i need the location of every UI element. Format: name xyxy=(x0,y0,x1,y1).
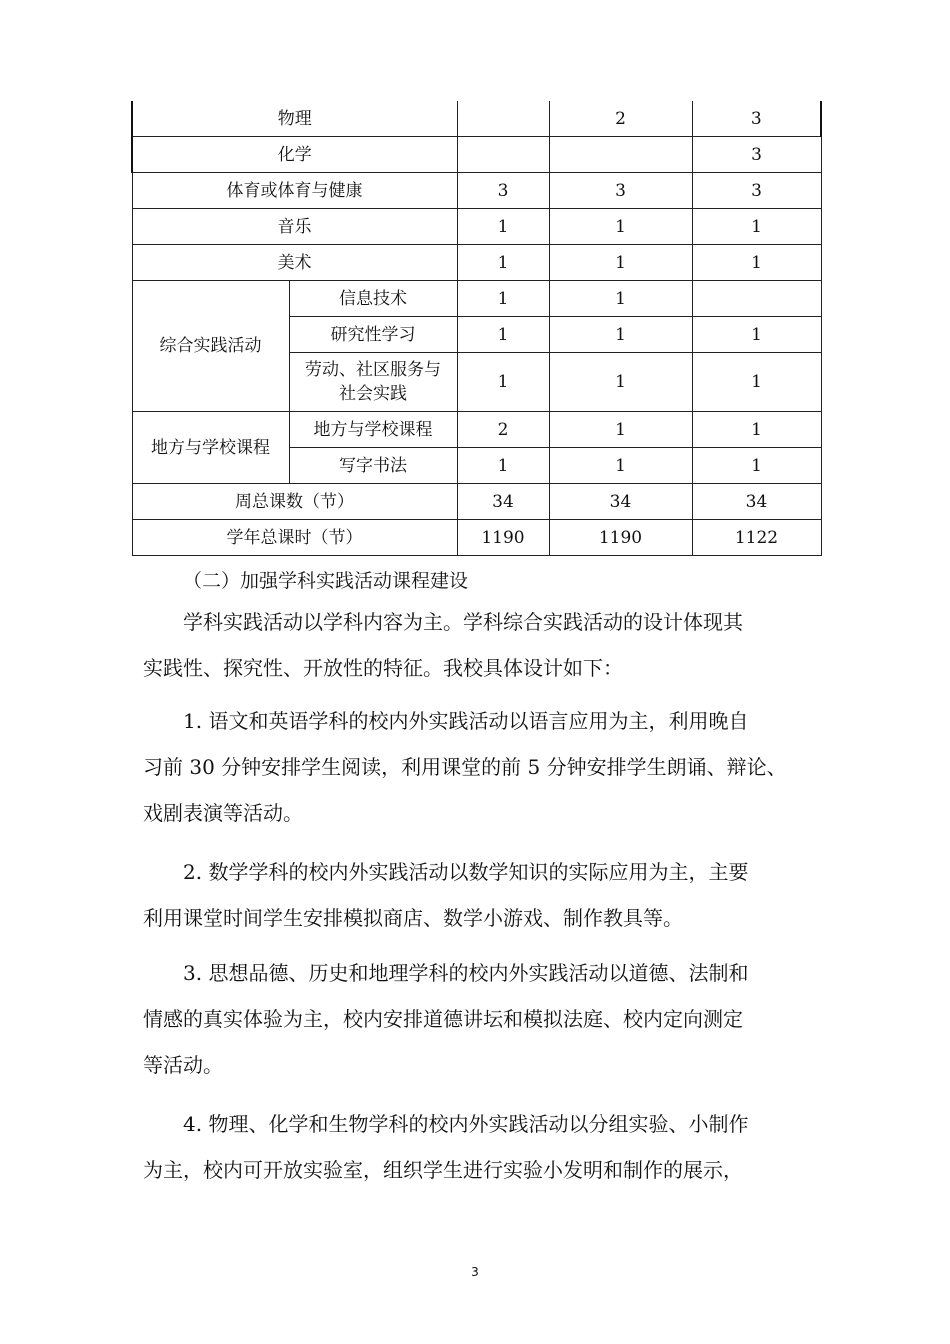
subject-cell: 写字书法 xyxy=(289,448,457,484)
grade9-cell: 3 xyxy=(692,173,821,209)
grade8-cell: 1 xyxy=(549,245,692,281)
subject-cell xyxy=(289,353,457,412)
paragraph-line: 实践性、探究性、开放性的特征。我校具体设计如下： xyxy=(143,656,623,680)
paragraph xyxy=(143,1101,833,1193)
grade9-cell xyxy=(692,281,821,317)
paragraph-line: 3. 思想品德、历史和地理学科的校内外实践活动以道德、法制和 xyxy=(183,961,749,985)
grade8-cell: 1190 xyxy=(549,520,692,556)
grade8-cell: 3 xyxy=(549,173,692,209)
subject-cell: 研究性学习 xyxy=(289,317,457,353)
table-row xyxy=(132,412,821,448)
paragraph-line: 戏剧表演等活动。 xyxy=(143,801,303,825)
subject-cell: 信息技术 xyxy=(289,281,457,317)
grade9-cell: 1 xyxy=(692,317,821,353)
grade7-cell: 1190 xyxy=(457,520,549,556)
grade7-cell: 1 xyxy=(457,448,549,484)
grade8-cell: 1 xyxy=(549,412,692,448)
paragraph-line: 学科实践活动以学科内容为主。学科综合实践活动的设计体现其 xyxy=(183,610,743,634)
paragraph-line: 习前 30 分钟安排学生阅读，利用课堂的前 5 分钟安排学生朗诵、辩论、 xyxy=(143,755,787,779)
grade8-cell: 2 xyxy=(549,101,692,137)
grade9-cell: 1 xyxy=(692,209,821,245)
subject-cell: 体育或体育与健康 xyxy=(132,173,457,209)
table-row xyxy=(132,173,821,209)
table-row xyxy=(132,245,821,281)
grade7-cell: 1 xyxy=(457,281,549,317)
table-row xyxy=(132,484,821,520)
total-label-cell: 学年总课时（节） xyxy=(132,520,457,556)
paragraph xyxy=(143,950,833,1088)
grade9-cell: 1 xyxy=(692,245,821,281)
paragraph xyxy=(143,849,833,941)
table-row xyxy=(132,137,821,173)
table-row xyxy=(132,281,821,317)
grade7-cell: 1 xyxy=(457,245,549,281)
grade8-cell xyxy=(549,137,692,173)
grade8-cell: 34 xyxy=(549,484,692,520)
grade8-cell: 1 xyxy=(549,317,692,353)
table-row xyxy=(132,209,821,245)
group-label-cell: 地方与学校课程 xyxy=(132,412,289,484)
total-label-cell: 周总课数（节） xyxy=(132,484,457,520)
grade9-cell: 34 xyxy=(692,484,821,520)
grade7-cell: 3 xyxy=(457,173,549,209)
grade7-cell: 34 xyxy=(457,484,549,520)
subject-cell: 物理 xyxy=(132,101,457,137)
paragraph xyxy=(143,599,833,691)
grade7-cell: 1 xyxy=(457,353,549,412)
subject-cell: 美术 xyxy=(132,245,457,281)
grade8-cell: 1 xyxy=(549,353,692,412)
grade7-cell xyxy=(457,101,549,137)
grade9-cell: 3 xyxy=(692,137,821,173)
grade8-cell: 1 xyxy=(549,209,692,245)
grade7-cell: 1 xyxy=(457,317,549,353)
grade7-cell: 2 xyxy=(457,412,549,448)
paragraph-line: 2. 数学学科的校内外实践活动以数学知识的实际应用为主，主要 xyxy=(183,860,749,884)
subject-line: 社会实践 xyxy=(339,384,407,404)
curriculum-table xyxy=(131,101,822,556)
paragraph-line: 4. 物理、化学和生物学科的校内外实践活动以分组实验、小制作 xyxy=(183,1112,749,1136)
grade9-cell: 1 xyxy=(692,412,821,448)
grade8-cell: 1 xyxy=(549,281,692,317)
grade7-cell xyxy=(457,137,549,173)
grade9-cell: 1 xyxy=(692,448,821,484)
subject-line: 劳动、社区服务与 xyxy=(305,360,441,380)
grade8-cell: 1 xyxy=(549,448,692,484)
section-heading: （二）加强学科实践活动课程建设 xyxy=(183,570,469,592)
subject-cell: 化学 xyxy=(132,137,457,173)
grade9-cell: 1 xyxy=(692,353,821,412)
table-row xyxy=(132,101,821,137)
grade9-cell: 3 xyxy=(692,101,821,137)
paragraph-line: 为主，校内可开放实验室，组织学生进行实验小发明和制作的展示， xyxy=(143,1158,743,1182)
subject-cell: 地方与学校课程 xyxy=(289,412,457,448)
paragraph-line: 情感的真实体验为主，校内安排道德讲坛和模拟法庭、校内定向测定 xyxy=(143,1007,743,1031)
paragraph-line: 等活动。 xyxy=(143,1053,223,1077)
table-row xyxy=(132,520,821,556)
grade7-cell: 1 xyxy=(457,209,549,245)
grade9-cell: 1122 xyxy=(692,520,821,556)
group-label-cell: 综合实践活动 xyxy=(132,281,289,412)
paragraph xyxy=(143,698,833,836)
page-number: 3 xyxy=(471,1265,479,1279)
paragraph-line: 利用课堂时间学生安排模拟商店、数学小游戏、制作教具等。 xyxy=(143,906,683,930)
subject-cell: 音乐 xyxy=(132,209,457,245)
paragraph-line: 1. 语文和英语学科的校内外实践活动以语言应用为主，利用晚自 xyxy=(183,709,749,733)
